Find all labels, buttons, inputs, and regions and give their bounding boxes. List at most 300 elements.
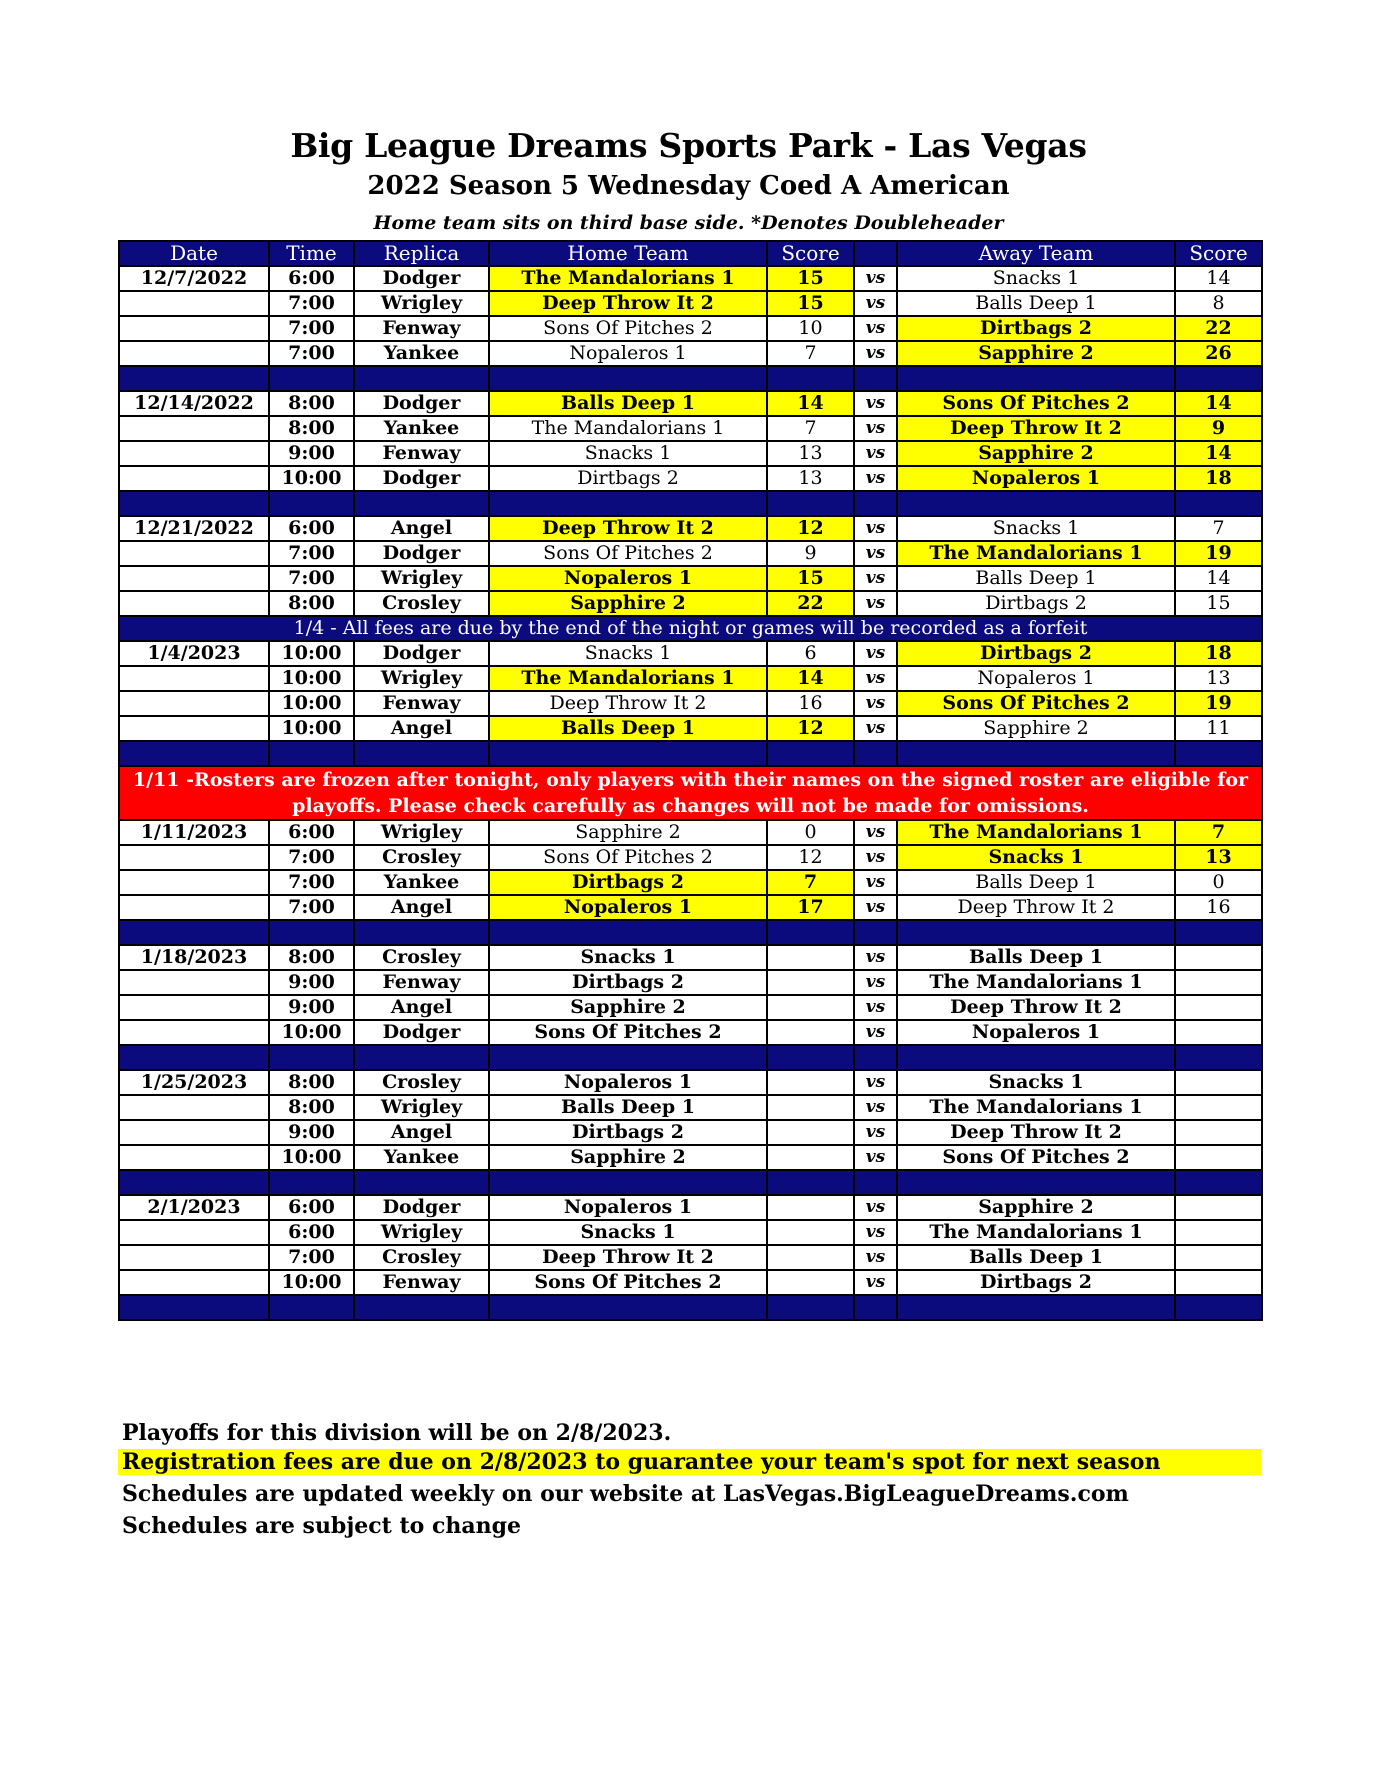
game-time: 7:00 — [269, 1245, 354, 1270]
game-field: Dodger — [354, 641, 489, 666]
vs-label: vs — [854, 391, 897, 416]
separator-row — [119, 1295, 1262, 1320]
home-team: Snacks 1 — [489, 945, 767, 970]
table-row — [119, 895, 1262, 920]
home-team: Deep Throw It 2 — [489, 291, 767, 316]
separator-cell — [767, 920, 854, 945]
vs-label: vs — [854, 416, 897, 441]
table-row — [119, 970, 1262, 995]
home-team: Sapphire 2 — [489, 1145, 767, 1170]
column-header-date: Date — [119, 241, 269, 266]
away-team: Dirtbags 2 — [897, 316, 1175, 341]
away-score — [1175, 1245, 1262, 1270]
game-date — [119, 895, 269, 920]
game-time: 6:00 — [269, 820, 354, 845]
away-score — [1175, 1070, 1262, 1095]
game-field: Yankee — [354, 870, 489, 895]
away-team: Nopaleros 1 — [897, 466, 1175, 491]
away-score: 22 — [1175, 316, 1262, 341]
home-team-note: Home team sits on third base side. *Denotes Doubleheader — [373, 212, 1004, 234]
game-field: Fenway — [354, 316, 489, 341]
away-team: Sapphire 2 — [897, 441, 1175, 466]
game-field: Dodger — [354, 391, 489, 416]
separator-cell — [1175, 1170, 1262, 1195]
away-team: Snacks 1 — [897, 1070, 1175, 1095]
away-score: 7 — [1175, 516, 1262, 541]
game-time: 9:00 — [269, 970, 354, 995]
home-team: Sons Of Pitches 2 — [489, 1270, 767, 1295]
table-row — [119, 945, 1262, 970]
separator-cell — [897, 920, 1175, 945]
home-score: 14 — [767, 666, 854, 691]
separator-row — [119, 366, 1262, 391]
home-team: Dirtbags 2 — [489, 870, 767, 895]
game-field: Wrigley — [354, 820, 489, 845]
alert-row — [119, 766, 1262, 820]
away-team: Deep Throw It 2 — [897, 995, 1175, 1020]
separator-cell — [854, 491, 897, 516]
home-team: Snacks 1 — [489, 441, 767, 466]
away-score: 14 — [1175, 566, 1262, 591]
game-time: 6:00 — [269, 1220, 354, 1245]
game-time: 8:00 — [269, 416, 354, 441]
website-note: Schedules are updated weekly on our website at LasVegas.BigLeagueDreams.com — [122, 1481, 1129, 1507]
separator-cell — [354, 366, 489, 391]
separator-cell — [269, 1295, 354, 1320]
table-row — [119, 1245, 1262, 1270]
game-time: 7:00 — [269, 870, 354, 895]
change-note: Schedules are subject to change — [122, 1513, 522, 1539]
table-row — [119, 1095, 1262, 1120]
separator-cell — [119, 920, 269, 945]
separator-cell — [767, 1170, 854, 1195]
home-team: Sapphire 2 — [489, 591, 767, 616]
separator-cell — [354, 1295, 489, 1320]
game-date — [119, 1095, 269, 1120]
game-date: 1/4/2023 — [119, 641, 269, 666]
game-time: 6:00 — [269, 1195, 354, 1220]
home-team: Sapphire 2 — [489, 995, 767, 1020]
separator-cell — [854, 1170, 897, 1195]
home-score: 10 — [767, 316, 854, 341]
page-subtitle: 2022 Season 5 Wednesday Coed A American — [367, 171, 1010, 201]
away-score: 14 — [1175, 391, 1262, 416]
home-score — [767, 970, 854, 995]
vs-label: vs — [854, 691, 897, 716]
vs-label: vs — [854, 716, 897, 741]
separator-cell — [897, 366, 1175, 391]
vs-label: vs — [854, 1145, 897, 1170]
game-date: 1/11/2023 — [119, 820, 269, 845]
away-team: Snacks 1 — [897, 516, 1175, 541]
game-time: 10:00 — [269, 1020, 354, 1045]
separator-cell — [489, 1295, 767, 1320]
vs-label: vs — [854, 1020, 897, 1045]
table-row — [119, 1145, 1262, 1170]
separator-cell — [269, 920, 354, 945]
game-field: Angel — [354, 716, 489, 741]
game-field: Angel — [354, 516, 489, 541]
game-field: Dodger — [354, 466, 489, 491]
game-time: 9:00 — [269, 1120, 354, 1145]
table-row — [119, 341, 1262, 366]
game-field: Angel — [354, 995, 489, 1020]
vs-label: vs — [854, 945, 897, 970]
away-team: Nopaleros 1 — [897, 1020, 1175, 1045]
home-score: 7 — [767, 870, 854, 895]
home-team: Nopaleros 1 — [489, 566, 767, 591]
home-team: Snacks 1 — [489, 1220, 767, 1245]
table-row — [119, 666, 1262, 691]
game-field: Dodger — [354, 541, 489, 566]
game-time: 10:00 — [269, 666, 354, 691]
column-header-home-team: Home Team — [489, 241, 767, 266]
game-date — [119, 870, 269, 895]
game-time: 8:00 — [269, 591, 354, 616]
away-team: Sons Of Pitches 2 — [897, 691, 1175, 716]
home-score — [767, 1195, 854, 1220]
away-score — [1175, 1120, 1262, 1145]
table-row — [119, 291, 1262, 316]
game-time: 6:00 — [269, 266, 354, 291]
table-row — [119, 391, 1262, 416]
separator-cell — [269, 491, 354, 516]
game-date — [119, 1120, 269, 1145]
separator-cell — [854, 1295, 897, 1320]
vs-label: vs — [854, 516, 897, 541]
home-score — [767, 1020, 854, 1045]
game-field: Angel — [354, 1120, 489, 1145]
game-field: Fenway — [354, 441, 489, 466]
home-team: Deep Throw It 2 — [489, 691, 767, 716]
vs-label: vs — [854, 591, 897, 616]
home-team: Sons Of Pitches 2 — [489, 541, 767, 566]
game-time: 10:00 — [269, 1145, 354, 1170]
table-row — [119, 1220, 1262, 1245]
vs-label: vs — [854, 541, 897, 566]
away-team: Dirtbags 2 — [897, 591, 1175, 616]
away-score — [1175, 1195, 1262, 1220]
game-date — [119, 666, 269, 691]
away-score: 7 — [1175, 820, 1262, 845]
home-score: 9 — [767, 541, 854, 566]
home-score: 0 — [767, 820, 854, 845]
game-field: Wrigley — [354, 566, 489, 591]
separator-cell — [767, 366, 854, 391]
home-team: Sapphire 2 — [489, 820, 767, 845]
away-score: 18 — [1175, 466, 1262, 491]
vs-label: vs — [854, 845, 897, 870]
game-field: Yankee — [354, 416, 489, 441]
away-score: 13 — [1175, 666, 1262, 691]
game-field: Wrigley — [354, 291, 489, 316]
separator-cell — [767, 1295, 854, 1320]
game-time: 7:00 — [269, 291, 354, 316]
page-title: Big League Dreams Sports Park - Las Vegas — [290, 126, 1087, 165]
away-score — [1175, 970, 1262, 995]
home-team: Deep Throw It 2 — [489, 516, 767, 541]
away-team: Balls Deep 1 — [897, 566, 1175, 591]
home-score — [767, 1245, 854, 1270]
home-score: 12 — [767, 716, 854, 741]
home-score: 14 — [767, 391, 854, 416]
separator-cell — [854, 1045, 897, 1070]
column-header-replica: Replica — [354, 241, 489, 266]
vs-label: vs — [854, 316, 897, 341]
vs-label: vs — [854, 1245, 897, 1270]
vs-label: vs — [854, 1095, 897, 1120]
vs-label: vs — [854, 266, 897, 291]
home-team: Nopaleros 1 — [489, 1195, 767, 1220]
home-team: Balls Deep 1 — [489, 1095, 767, 1120]
game-time: 8:00 — [269, 1095, 354, 1120]
home-score — [767, 1220, 854, 1245]
game-field: Yankee — [354, 1145, 489, 1170]
vs-label: vs — [854, 666, 897, 691]
home-score: 17 — [767, 895, 854, 920]
home-score: 15 — [767, 291, 854, 316]
game-date — [119, 1020, 269, 1045]
game-date — [119, 341, 269, 366]
column-header-time: Time — [269, 241, 354, 266]
away-score: 19 — [1175, 541, 1262, 566]
game-field: Wrigley — [354, 1220, 489, 1245]
vs-label: vs — [854, 1120, 897, 1145]
separator-cell — [489, 491, 767, 516]
table-row — [119, 641, 1262, 666]
home-score — [767, 1095, 854, 1120]
home-team: Balls Deep 1 — [489, 391, 767, 416]
vs-label: vs — [854, 1070, 897, 1095]
separator-cell — [354, 1170, 489, 1195]
vs-label: vs — [854, 1220, 897, 1245]
away-score: 18 — [1175, 641, 1262, 666]
home-score: 12 — [767, 516, 854, 541]
away-score — [1175, 1270, 1262, 1295]
separator-row — [119, 1170, 1262, 1195]
home-team: Dirtbags 2 — [489, 466, 767, 491]
notice-row — [119, 616, 1262, 641]
away-team: The Mandalorians 1 — [897, 820, 1175, 845]
game-field: Crosley — [354, 845, 489, 870]
table-row — [119, 316, 1262, 341]
away-score: 8 — [1175, 291, 1262, 316]
separator-cell — [354, 741, 489, 766]
game-field: Crosley — [354, 945, 489, 970]
away-score: 26 — [1175, 341, 1262, 366]
game-date: 2/1/2023 — [119, 1195, 269, 1220]
home-team: Sons Of Pitches 2 — [489, 845, 767, 870]
separator-cell — [489, 1170, 767, 1195]
vs-label: vs — [854, 895, 897, 920]
game-field: Fenway — [354, 970, 489, 995]
table-row — [119, 691, 1262, 716]
vs-label: vs — [854, 291, 897, 316]
separator-row — [119, 1045, 1262, 1070]
table-row — [119, 1270, 1262, 1295]
home-team: Balls Deep 1 — [489, 716, 767, 741]
separator-cell — [354, 920, 489, 945]
table-row — [119, 566, 1262, 591]
vs-label: vs — [854, 995, 897, 1020]
table-row — [119, 820, 1262, 845]
away-team: Sons Of Pitches 2 — [897, 1145, 1175, 1170]
game-time: 6:00 — [269, 516, 354, 541]
separator-cell — [269, 741, 354, 766]
game-field: Crosley — [354, 1245, 489, 1270]
separator-cell — [854, 920, 897, 945]
table-row — [119, 466, 1262, 491]
game-date — [119, 1145, 269, 1170]
home-score: 16 — [767, 691, 854, 716]
away-score: 13 — [1175, 845, 1262, 870]
away-score: 9 — [1175, 416, 1262, 441]
away-team: The Mandalorians 1 — [897, 1095, 1175, 1120]
table-row — [119, 591, 1262, 616]
separator-cell — [489, 920, 767, 945]
table-row — [119, 1120, 1262, 1145]
away-score — [1175, 995, 1262, 1020]
home-team: The Mandalorians 1 — [489, 666, 767, 691]
separator-cell — [897, 1295, 1175, 1320]
separator-cell — [854, 366, 897, 391]
game-field: Angel — [354, 895, 489, 920]
game-date: 12/7/2022 — [119, 266, 269, 291]
separator-cell — [269, 1045, 354, 1070]
playoffs-note: Playoffs for this division will be on 2/8/2023. — [122, 1420, 672, 1446]
alert-text: 1/11 -Rosters are frozen after tonight, only players with their names on the signed roster are eligible for playoffs. Please check carefully as changes will not be made for omissions. — [119, 766, 1262, 820]
schedule-body — [119, 266, 1262, 1320]
separator-cell — [897, 1045, 1175, 1070]
separator-cell — [897, 491, 1175, 516]
separator-cell — [489, 741, 767, 766]
game-time: 7:00 — [269, 541, 354, 566]
away-team: Deep Throw It 2 — [897, 1120, 1175, 1145]
separator-cell — [1175, 366, 1262, 391]
game-field: Crosley — [354, 1070, 489, 1095]
home-team: Dirtbags 2 — [489, 1120, 767, 1145]
notice-text: 1/4 - All fees are due by the end of the night or games will be recorded as a forfeit — [119, 616, 1262, 641]
game-time: 7:00 — [269, 341, 354, 366]
game-date — [119, 716, 269, 741]
table-row — [119, 266, 1262, 291]
home-team: The Mandalorians 1 — [489, 416, 767, 441]
game-field: Wrigley — [354, 1095, 489, 1120]
table-row — [119, 541, 1262, 566]
separator-cell — [767, 491, 854, 516]
separator-cell — [269, 1170, 354, 1195]
home-score — [767, 1145, 854, 1170]
separator-cell — [489, 1045, 767, 1070]
game-time: 7:00 — [269, 316, 354, 341]
vs-label: vs — [854, 641, 897, 666]
game-date: 12/21/2022 — [119, 516, 269, 541]
game-field: Dodger — [354, 1020, 489, 1045]
away-score — [1175, 1020, 1262, 1045]
separator-cell — [1175, 491, 1262, 516]
home-team: Nopaleros 1 — [489, 341, 767, 366]
home-team: Sons Of Pitches 2 — [489, 316, 767, 341]
column-header-home-score: Score — [767, 241, 854, 266]
game-date — [119, 566, 269, 591]
home-team: Nopaleros 1 — [489, 1070, 767, 1095]
separator-cell — [854, 741, 897, 766]
table-row — [119, 1070, 1262, 1095]
game-time: 7:00 — [269, 566, 354, 591]
away-team: Snacks 1 — [897, 845, 1175, 870]
home-team: Dirtbags 2 — [489, 970, 767, 995]
vs-label: vs — [854, 1270, 897, 1295]
away-score: 14 — [1175, 441, 1262, 466]
home-score — [767, 945, 854, 970]
home-score: 7 — [767, 416, 854, 441]
game-field: Dodger — [354, 1195, 489, 1220]
separator-cell — [119, 1045, 269, 1070]
game-time: 8:00 — [269, 945, 354, 970]
away-score — [1175, 945, 1262, 970]
away-score: 0 — [1175, 870, 1262, 895]
game-date — [119, 316, 269, 341]
vs-label: vs — [854, 820, 897, 845]
vs-label: vs — [854, 970, 897, 995]
vs-label: vs — [854, 441, 897, 466]
home-team: The Mandalorians 1 — [489, 266, 767, 291]
game-time: 10:00 — [269, 641, 354, 666]
vs-label: vs — [854, 566, 897, 591]
separator-cell — [1175, 920, 1262, 945]
game-time: 10:00 — [269, 1270, 354, 1295]
away-team: Deep Throw It 2 — [897, 895, 1175, 920]
separator-cell — [119, 1170, 269, 1195]
game-field: Dodger — [354, 266, 489, 291]
home-team: Sons Of Pitches 2 — [489, 1020, 767, 1045]
table-row — [119, 716, 1262, 741]
game-date: 1/18/2023 — [119, 945, 269, 970]
game-time: 7:00 — [269, 895, 354, 920]
separator-row — [119, 741, 1262, 766]
schedule-table — [118, 240, 1263, 1321]
column-header-vs — [854, 241, 897, 266]
separator-row — [119, 920, 1262, 945]
separator-cell — [1175, 1295, 1262, 1320]
game-date — [119, 970, 269, 995]
game-date — [119, 995, 269, 1020]
home-team: Snacks 1 — [489, 641, 767, 666]
separator-cell — [354, 1045, 489, 1070]
away-score: 11 — [1175, 716, 1262, 741]
home-score — [767, 1270, 854, 1295]
away-team: Sapphire 2 — [897, 1195, 1175, 1220]
separator-cell — [119, 491, 269, 516]
home-score: 6 — [767, 641, 854, 666]
home-score — [767, 1120, 854, 1145]
away-team: Sons Of Pitches 2 — [897, 391, 1175, 416]
game-field: Wrigley — [354, 666, 489, 691]
home-score: 12 — [767, 845, 854, 870]
game-date — [119, 541, 269, 566]
away-team: Deep Throw It 2 — [897, 416, 1175, 441]
separator-cell — [897, 741, 1175, 766]
away-team: Dirtbags 2 — [897, 641, 1175, 666]
game-date — [119, 691, 269, 716]
table-row — [119, 416, 1262, 441]
away-team: The Mandalorians 1 — [897, 970, 1175, 995]
home-score: 13 — [767, 441, 854, 466]
game-date — [119, 1220, 269, 1245]
separator-cell — [767, 741, 854, 766]
game-date: 12/14/2022 — [119, 391, 269, 416]
table-header-row — [119, 241, 1262, 266]
